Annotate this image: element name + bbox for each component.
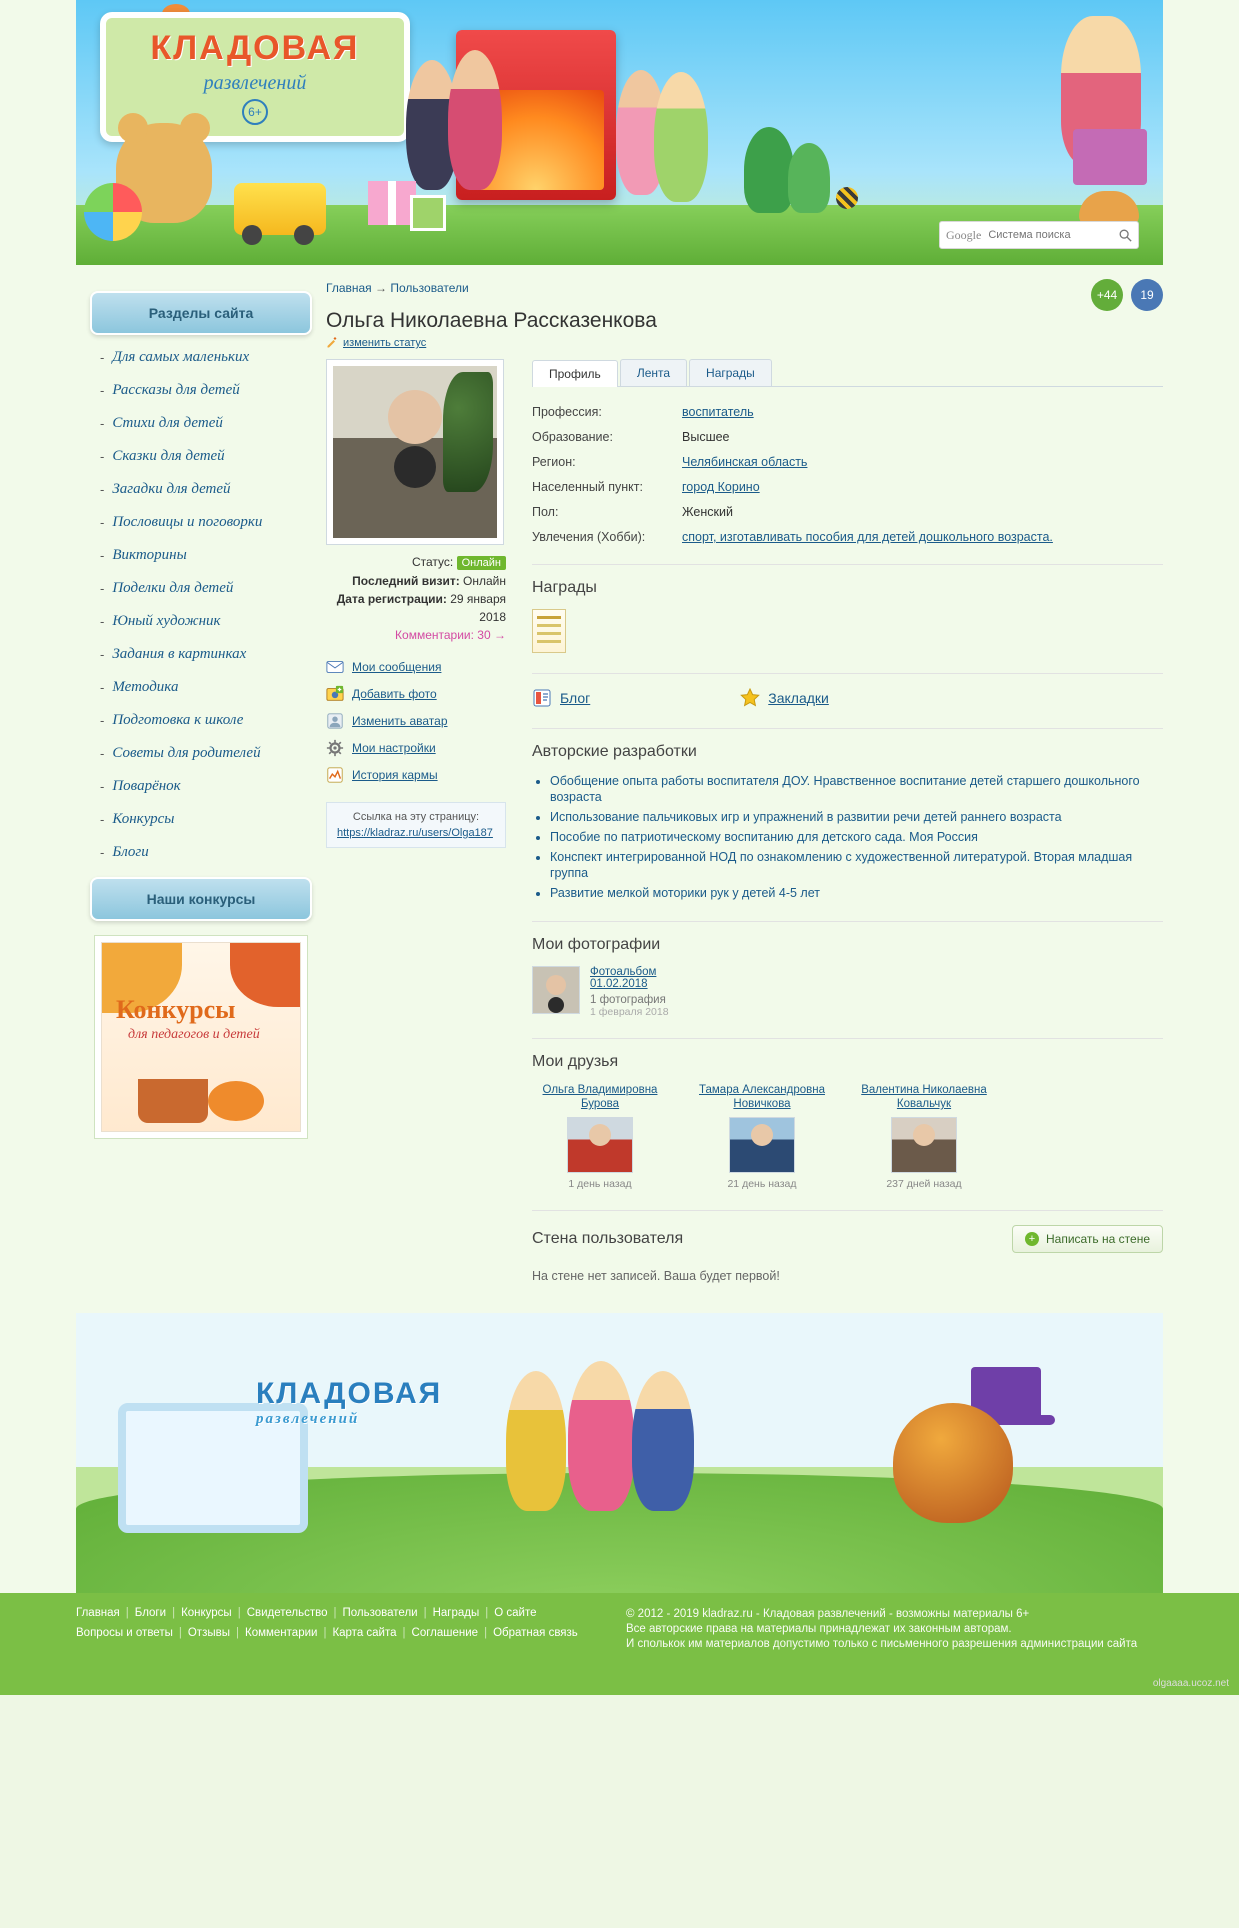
breadcrumb-home[interactable]: Главная	[326, 281, 372, 295]
child-illustration	[506, 1371, 566, 1511]
tab-profile[interactable]: Профиль	[532, 360, 618, 387]
page-link-url[interactable]: https://kladraz.ru/users/Olga187	[337, 827, 493, 839]
footer-link-certificate[interactable]: Свидетельство	[246, 1607, 328, 1619]
edit-status-link[interactable]: изменить статус	[343, 337, 427, 349]
registration-label: Дата регистрации:	[336, 592, 447, 606]
footer-links-row-2	[76, 1627, 596, 1639]
divider: |	[236, 1627, 239, 1639]
blog-icon	[532, 688, 552, 708]
field-label: Образование:	[532, 430, 613, 444]
divider: |	[323, 1627, 327, 1639]
sidebar-link-15[interactable]: Блоги	[112, 844, 149, 860]
leaf-icon	[230, 942, 301, 1007]
divider	[532, 1210, 1163, 1211]
footer-illustration	[76, 1313, 1163, 1593]
quick-link-blog[interactable]	[532, 688, 590, 708]
tree-illustration	[788, 143, 830, 213]
sidebar-item-1[interactable]	[100, 382, 326, 399]
work-link-0[interactable]: Обобщение опыта работы воспитателя ДОУ. Нравственное воспитание детей старшего дошкольного возраста	[550, 774, 1140, 804]
sidebar-link-7[interactable]: Поделки для детей	[112, 580, 234, 596]
divider: |	[423, 1607, 427, 1619]
page-title: Ольга Николаевна Рассказенкова	[326, 309, 657, 332]
write-on-wall-label: Написать на стене	[1045, 1232, 1150, 1246]
profile-body	[326, 359, 1163, 1283]
friend-name-2[interactable]: Валентина Николаевна Ковальчук	[861, 1084, 987, 1110]
promo-line-1: Конкурсы	[116, 995, 236, 1024]
sidebar-link-0[interactable]: Для самых маленьких	[112, 349, 250, 365]
ball-illustration	[84, 183, 142, 241]
contests-promo-banner[interactable]	[94, 935, 308, 1139]
turtle-illustration	[1079, 191, 1139, 225]
sidebar-item-0[interactable]	[100, 349, 326, 366]
sidebar-link-12[interactable]: Советы для родителей	[112, 745, 261, 761]
tree-illustration	[744, 127, 794, 213]
sidebar-link-8[interactable]: Юный художник	[112, 613, 221, 629]
last-visit-label: Последний визит:	[352, 574, 460, 588]
sidebar-item-3[interactable]	[100, 448, 326, 465]
field-value: Высшее	[682, 430, 730, 444]
tab-feed[interactable]: Лента	[620, 359, 687, 386]
field-city	[532, 480, 1163, 494]
field-value[interactable]: город Корино	[682, 480, 760, 494]
last-visit-value: Онлайн	[463, 574, 506, 588]
work-link-3[interactable]: Конспект интегрированной НОД по ознакомлению с художественной литературой. Вторая младшая группа	[550, 850, 1133, 880]
friend-ago-2: 237 дней назад	[886, 1178, 962, 1190]
karma-count-badge[interactable]: 19	[1131, 279, 1163, 311]
friend-card[interactable]	[532, 1083, 668, 1190]
registration-value: 29 января 2018	[450, 592, 506, 624]
footer-link-sitemap[interactable]: Карта сайта	[332, 1627, 397, 1639]
footer-copyright: © 2012 - 2019 kladraz.ru - Кладовая развлечений - возможны материалы 6+	[626, 1608, 1030, 1620]
friend-photo[interactable]	[891, 1117, 957, 1173]
sidebar-item-6[interactable]	[100, 547, 326, 564]
footer-links-row-1	[76, 1607, 596, 1619]
divider	[532, 564, 1163, 565]
sidebar-item-7[interactable]	[100, 580, 326, 597]
profile-fields	[532, 405, 1163, 544]
album-thumbnail[interactable]	[532, 966, 580, 1014]
field-value[interactable]: спорт, изготавливать пособия для детей дошкольного возраста.	[682, 530, 1053, 544]
promo-line-2: для педагогов и детей	[128, 1027, 260, 1042]
toy-block-illustration	[410, 195, 446, 231]
friends-list	[532, 1083, 1163, 1190]
sidebar-item-5[interactable]	[100, 514, 326, 531]
main-column	[326, 265, 1163, 1283]
field-profession	[532, 405, 1163, 419]
bullet-dash-icon: -	[100, 845, 105, 860]
divider: |	[172, 1607, 176, 1619]
footer-links	[76, 1607, 596, 1652]
bullet-dash-icon: -	[100, 812, 105, 827]
age-mark: 6+	[242, 99, 268, 125]
friend-name-1[interactable]: Тамара Александровна Новичкова	[699, 1084, 825, 1110]
status-badge: Онлайн	[457, 556, 506, 570]
divider: |	[484, 1627, 488, 1639]
field-label: Увлечения (Хобби):	[532, 530, 646, 544]
divider	[532, 728, 1163, 729]
search-input[interactable]	[986, 228, 1113, 242]
footer-logo-line-1: КЛАДОВАЯ	[256, 1377, 443, 1410]
book-illustration	[1073, 129, 1147, 185]
logo-line-2: развлечений	[203, 72, 307, 94]
footer-link-users[interactable]: Пользователи	[342, 1607, 418, 1619]
footer-logo	[256, 1377, 442, 1428]
sidebar-item-8[interactable]	[100, 613, 326, 630]
bullet-dash-icon: -	[100, 680, 105, 695]
action-link-1[interactable]: Добавить фото	[352, 687, 437, 701]
divider: |	[178, 1627, 182, 1639]
footer-link-feedback[interactable]: Обратная связь	[493, 1627, 578, 1639]
footer-link-blogs[interactable]: Блоги	[134, 1607, 167, 1619]
karma-icon	[326, 766, 344, 784]
divider: |	[237, 1607, 241, 1619]
footer-link-reviews[interactable]: Отзывы	[187, 1627, 230, 1639]
gear-icon	[326, 739, 344, 757]
sidebar-link-14[interactable]: Конкурсы	[112, 811, 175, 827]
action-link-0[interactable]: Мои сообщения	[352, 660, 442, 674]
status-label: Статус:	[411, 555, 454, 569]
bullet-dash-icon: -	[100, 515, 105, 530]
footer-link-awards[interactable]: Награды	[432, 1607, 480, 1619]
pencil-icon	[326, 337, 338, 349]
album-photo-count: 1 фотография	[590, 994, 666, 1006]
footer-logo-line-2: развлечений	[256, 1411, 360, 1427]
sidebar-link-6[interactable]: Викторины	[112, 547, 187, 563]
site-search[interactable]	[939, 221, 1139, 249]
footer-rights-1: Все авторские права на материалы принадлежат их законным авторам.	[626, 1623, 1012, 1635]
bullet-dash-icon: -	[100, 746, 105, 761]
child-illustration	[568, 1361, 634, 1511]
avatar[interactable]	[326, 359, 504, 545]
field-gender	[532, 505, 1163, 519]
field-value: Женский	[682, 505, 733, 519]
album-date-link[interactable]: 01.02.2018	[590, 978, 648, 990]
field-label: Пол:	[532, 505, 559, 519]
field-hobby	[532, 530, 1163, 544]
bullet-dash-icon: -	[100, 614, 105, 629]
footer-link-home[interactable]: Главная	[76, 1607, 120, 1619]
site-header-banner	[76, 0, 1163, 265]
bee-illustration	[836, 187, 858, 209]
page-link-box	[326, 802, 506, 848]
wall-title: Стена пользователя	[532, 1230, 684, 1247]
search-icon[interactable]	[1118, 228, 1132, 242]
edit-status-row[interactable]	[326, 337, 1163, 349]
quick-link-bookmarks-label[interactable]: Закладки	[768, 690, 829, 706]
footer-link-contests[interactable]: Конкурсы	[181, 1607, 232, 1619]
sidebar-sections-title: Разделы сайта	[90, 291, 312, 335]
gift-illustration	[368, 181, 416, 225]
action-add-photo[interactable]	[326, 685, 506, 703]
karma-plus-badge[interactable]: +44	[1091, 279, 1123, 311]
field-region	[532, 455, 1163, 469]
field-label: Профессия:	[532, 405, 602, 419]
bug-mascot-illustration	[893, 1403, 1013, 1523]
action-link-2[interactable]: Изменить аватар	[352, 714, 448, 728]
album-created-date: 1 февраля 2018	[590, 1006, 669, 1018]
field-label: Населенный пункт:	[532, 480, 643, 494]
sidebar-link-3[interactable]: Сказки для детей	[112, 448, 225, 464]
sidebar-link-1[interactable]: Рассказы для детей	[112, 382, 240, 398]
star-icon	[740, 688, 760, 708]
field-label: Регион:	[532, 455, 576, 469]
sidebar-link-9[interactable]: Задания в картинках	[112, 646, 247, 662]
bullet-dash-icon: -	[100, 713, 105, 728]
friend-ago-0: 1 день назад	[568, 1178, 632, 1190]
sidebar-item-15[interactable]	[100, 844, 326, 861]
friend-card[interactable]	[856, 1083, 992, 1190]
quick-link-bookmarks[interactable]	[740, 688, 829, 708]
action-change-avatar[interactable]	[326, 712, 506, 730]
works-title: Авторские разработки	[532, 743, 697, 760]
footer-legal	[626, 1607, 1163, 1652]
photo-album-row	[532, 966, 1163, 1018]
action-link-3[interactable]: Мои настройки	[352, 741, 436, 755]
divider	[532, 1038, 1163, 1039]
status-row	[326, 553, 506, 572]
sidebar-item-2[interactable]	[100, 415, 326, 432]
photo-add-icon	[326, 685, 344, 703]
friend-photo[interactable]	[567, 1117, 633, 1173]
bullet-dash-icon: -	[100, 647, 105, 662]
quick-links	[532, 688, 1163, 708]
list-item[interactable]	[550, 809, 1163, 825]
child-illustration	[654, 72, 708, 202]
footer-link-comments[interactable]: Комментарии	[245, 1627, 318, 1639]
search-brand-label: Google	[946, 227, 982, 242]
list-item[interactable]	[550, 829, 1163, 845]
divider	[532, 673, 1163, 674]
list-item[interactable]	[550, 773, 1163, 805]
divider: |	[402, 1627, 406, 1639]
friend-name-0[interactable]: Ольга Владимировна Бурова	[542, 1084, 658, 1110]
sidebar-item-10[interactable]	[100, 679, 326, 696]
divider: |	[125, 1607, 129, 1619]
bullet-dash-icon: -	[100, 383, 105, 398]
friend-ago-1: 21 день назад	[727, 1178, 797, 1190]
registration-row	[326, 590, 506, 626]
sidebar-link-5[interactable]: Пословицы и поговорки	[112, 514, 263, 530]
footer-link-about[interactable]: О сайте	[494, 1607, 537, 1619]
action-link-4[interactable]: История кармы	[352, 768, 438, 782]
field-education	[532, 430, 1163, 444]
tab-awards[interactable]: Награды	[689, 359, 772, 386]
avatar-icon	[326, 712, 344, 730]
action-my-messages[interactable]	[326, 658, 506, 676]
friends-title: Мои друзья	[532, 1053, 619, 1070]
contests-promo-image	[101, 942, 301, 1132]
child-illustration	[448, 50, 502, 190]
avatar-image	[333, 366, 497, 538]
friend-card[interactable]	[694, 1083, 830, 1190]
profile-tabs	[532, 359, 1163, 387]
sidebar-item-13[interactable]	[100, 778, 326, 795]
action-karma-history[interactable]	[326, 766, 506, 784]
sidebar-item-11[interactable]	[100, 712, 326, 729]
sidebar-contests-title: Наши конкурсы	[90, 877, 312, 921]
album-name-link[interactable]: Фотоальбом	[590, 966, 657, 978]
footer-rights-2: И сполькок им материалов допустимо только с письменного разрешения администрации сайта	[626, 1638, 1138, 1650]
comments-arrow: →	[494, 628, 506, 642]
sidebar-item-9[interactable]	[100, 646, 326, 663]
logo-line-1: КЛАДОВАЯ	[150, 29, 360, 67]
divider: |	[333, 1607, 337, 1619]
profile-actions	[326, 658, 506, 784]
sidebar	[76, 265, 326, 1283]
pumpkin-illustration	[208, 1081, 264, 1121]
footer-link-agreement[interactable]: Соглашение	[411, 1627, 479, 1639]
profile-left-column	[326, 359, 506, 1283]
plus-icon: +	[1025, 1232, 1039, 1246]
works-list	[532, 773, 1163, 901]
quick-link-blog-label[interactable]: Блог	[560, 690, 591, 706]
sidebar-link-10[interactable]: Методика	[112, 679, 179, 695]
bullet-dash-icon: -	[100, 779, 105, 794]
envelope-icon	[326, 658, 344, 676]
sidebar-link-11[interactable]: Подготовка к школе	[112, 712, 244, 728]
work-link-1[interactable]: Использование пальчиковых игр и упражнений в развитии речи детей раннего возраста	[550, 810, 1062, 824]
wall-header	[532, 1225, 1163, 1253]
work-link-2[interactable]: Пособие по патриотическому воспитанию для детского сада. Моя Россия	[550, 830, 978, 844]
comments-link[interactable]: Комментарии: 30	[395, 628, 491, 642]
comments-row[interactable]	[326, 626, 506, 644]
flowerpot-illustration	[138, 1079, 208, 1123]
awards-title: Награды	[532, 579, 597, 596]
photos-title: Мои фотографии	[532, 936, 661, 953]
content-area	[0, 265, 1239, 1283]
action-my-settings[interactable]	[326, 739, 506, 757]
profile-meta	[326, 553, 506, 644]
plant-decoration	[443, 372, 493, 492]
sidebar-link-13[interactable]: Поварёнок	[112, 778, 181, 794]
write-on-wall-button[interactable]	[1012, 1225, 1163, 1253]
sidebar-item-12[interactable]	[100, 745, 326, 762]
last-visit-row	[326, 572, 506, 590]
field-value[interactable]: воспитатель	[682, 405, 754, 419]
work-link-4[interactable]: Развитие мелкой моторики рук у детей 4-5 лет	[550, 886, 820, 900]
wall-empty-message: На стене нет записей. Ваша будет первой!	[532, 1269, 780, 1283]
bullet-dash-icon: -	[100, 416, 105, 431]
friend-photo[interactable]	[729, 1117, 795, 1173]
page-link-caption: Ссылка на эту страницу:	[352, 811, 480, 823]
footer-counter: olgaaaa.ucoz.net	[0, 1678, 1239, 1695]
sidebar-link-2[interactable]: Стихи для детей	[112, 415, 223, 431]
bullet-dash-icon: -	[100, 449, 105, 464]
child-illustration	[632, 1371, 694, 1511]
divider: |	[485, 1607, 489, 1619]
bullet-dash-icon: -	[100, 350, 105, 365]
bullet-dash-icon: -	[100, 548, 105, 563]
sidebar-item-14[interactable]	[100, 811, 326, 828]
list-item[interactable]	[550, 849, 1163, 881]
sidebar-menu	[76, 349, 326, 861]
divider	[532, 921, 1163, 922]
sidebar-item-4[interactable]	[100, 481, 326, 498]
list-item[interactable]	[550, 885, 1163, 901]
sidebar-link-4[interactable]: Загадки для детей	[112, 481, 231, 497]
album-meta	[590, 966, 669, 1018]
profile-right-column	[532, 359, 1163, 1283]
breadcrumb-users[interactable]: Пользователи	[390, 281, 469, 295]
toy-car-illustration	[234, 183, 326, 235]
bullet-dash-icon: -	[100, 482, 105, 497]
award-thumb[interactable]	[532, 609, 566, 653]
site-footer	[0, 1593, 1239, 1678]
footer-link-faq[interactable]: Вопросы и ответы	[76, 1627, 173, 1639]
karma-badges	[1091, 279, 1163, 311]
field-value[interactable]: Челябинская область	[682, 455, 808, 469]
breadcrumb-arrow: →	[375, 281, 388, 295]
breadcrumb	[326, 281, 1163, 295]
bullet-dash-icon: -	[100, 581, 105, 596]
